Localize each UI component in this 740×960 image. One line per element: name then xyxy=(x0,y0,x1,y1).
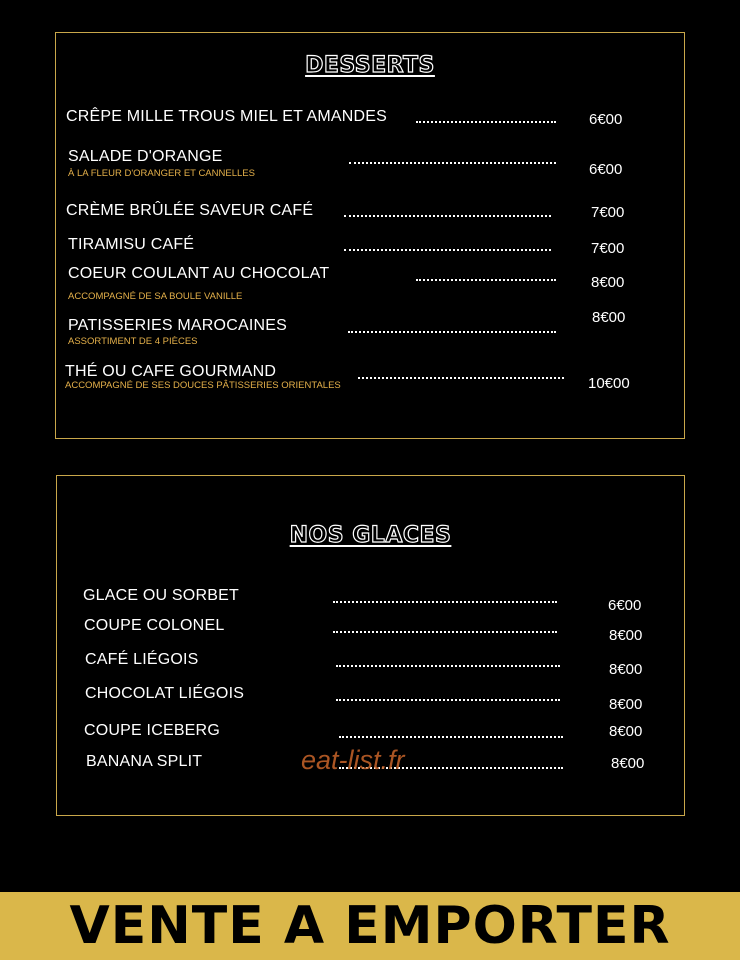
glace-item-leader-dots xyxy=(336,665,560,667)
dessert-item-leader-dots xyxy=(416,279,556,281)
dessert-item-price: 6€00 xyxy=(589,161,623,178)
desserts-title: DESSERTS xyxy=(305,53,435,78)
dessert-item-leader-dots xyxy=(348,331,556,333)
dessert-item-leader-dots xyxy=(358,377,564,379)
banner-text: VENTE A EMPORTER xyxy=(69,896,671,956)
glaces-title: NOS GLACES xyxy=(289,523,452,548)
dessert-item-price: 6€00 xyxy=(589,111,623,128)
glace-item-name: CHOCOLAT LIÉGOIS xyxy=(85,685,245,702)
dessert-item-price: 8€00 xyxy=(592,309,626,326)
glace-item-leader-dots xyxy=(333,601,557,603)
glace-item-name: COUPE ICEBERG xyxy=(84,722,220,739)
dessert-item-description: À LA FLEUR D'ORANGER ET CANNELLES xyxy=(68,168,255,179)
dessert-item-name: THÉ OU CAFE GOURMAND xyxy=(65,363,277,380)
dessert-item-name: TIRAMISU CAFÉ xyxy=(68,236,195,253)
glace-item-price: 6€00 xyxy=(608,597,642,614)
dessert-item-leader-dots xyxy=(349,162,556,164)
glace-item-price: 8€00 xyxy=(609,627,643,644)
dessert-item-description: ACCOMPAGNÉ DE SA BOULE VANILLE xyxy=(68,291,243,302)
dessert-item-name: COEUR COULANT AU CHOCOLAT xyxy=(68,265,330,282)
takeaway-banner xyxy=(0,892,740,960)
dessert-item-leader-dots xyxy=(344,215,551,217)
dessert-item-leader-dots xyxy=(344,249,551,251)
dessert-item-price: 10€00 xyxy=(588,375,630,392)
glace-item-leader-dots xyxy=(339,736,563,738)
dessert-item-name: CRÊPE MILLE TROUS MIEL ET AMANDES xyxy=(66,108,388,125)
glace-item-leader-dots xyxy=(333,631,557,633)
glace-item-price: 8€00 xyxy=(611,755,645,772)
dessert-item-leader-dots xyxy=(416,121,556,123)
glace-item-name: BANANA SPLIT xyxy=(86,753,203,770)
dessert-item-description: ACCOMPAGNÉ DE SES DOUCES PÂTISSERIES ORIENTALES xyxy=(65,380,341,391)
glace-item-name: CAFÉ LIÉGOIS xyxy=(85,651,199,668)
watermark-text: eat-list.fr xyxy=(301,745,405,775)
glace-item-name: COUPE COLONEL xyxy=(84,617,225,634)
glace-item-price: 8€00 xyxy=(609,661,643,678)
dessert-item-name: PATISSERIES MAROCAINES xyxy=(68,317,287,334)
dessert-item-price: 8€00 xyxy=(591,274,625,291)
desserts-panel xyxy=(55,32,685,439)
glace-item-name: GLACE OU SORBET xyxy=(83,587,239,604)
dessert-item-price: 7€00 xyxy=(591,204,625,221)
dessert-item-name: CRÈME BRÛLÉE SAVEUR CAFÉ xyxy=(66,202,314,219)
dessert-item-name: SALADE D'ORANGE xyxy=(68,148,223,165)
glace-item-leader-dots xyxy=(336,699,560,701)
glace-item-price: 8€00 xyxy=(609,696,643,713)
glace-item-price: 8€00 xyxy=(609,723,643,740)
dessert-item-description: ASSORTIMENT DE 4 PIÈCES xyxy=(68,336,198,347)
dessert-item-price: 7€00 xyxy=(591,240,625,257)
